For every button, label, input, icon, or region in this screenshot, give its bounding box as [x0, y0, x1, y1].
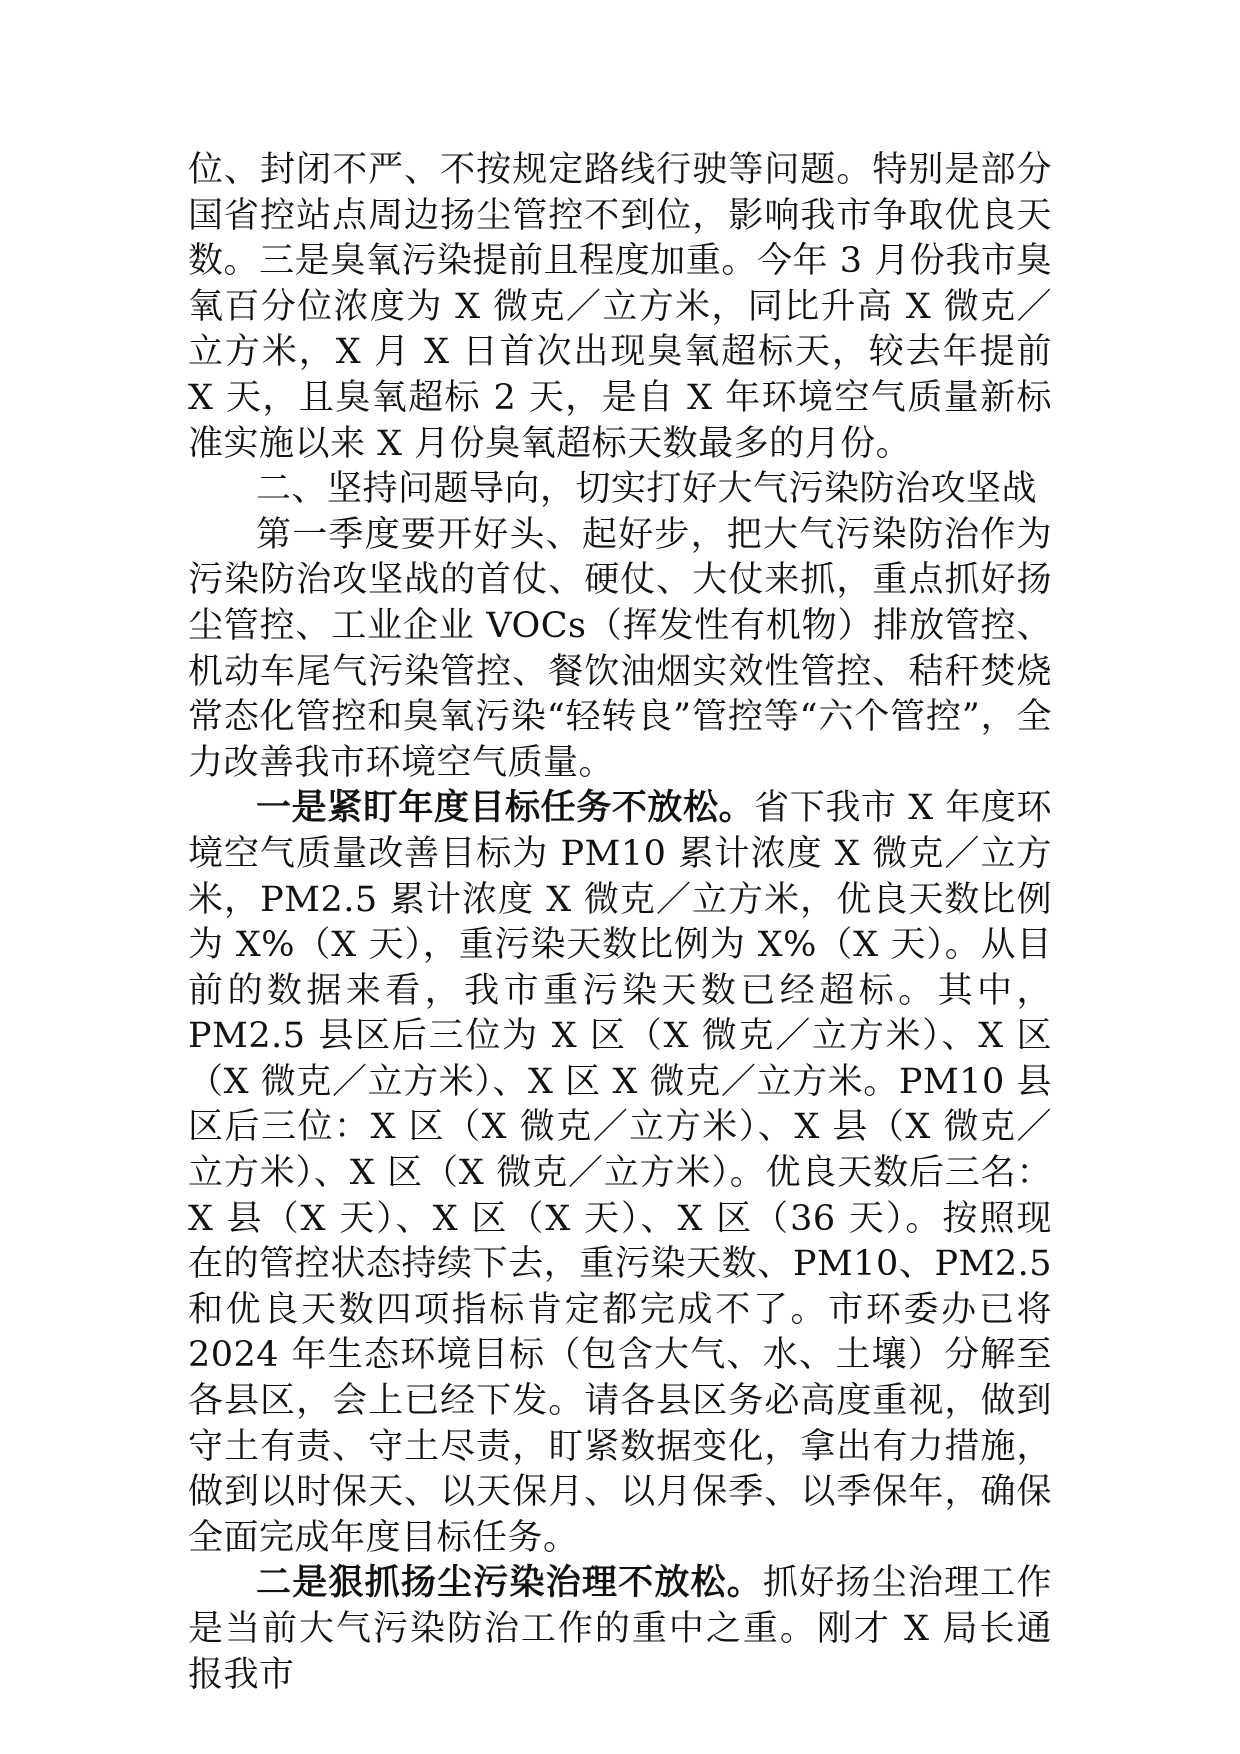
paragraph-dust-control [188, 1561, 1052, 1698]
section-heading: 二、坚持问题导向，切实打好大气污染防治攻坚战 [256, 469, 1038, 510]
document-body [188, 148, 1052, 1698]
annual-targets-body: 省下我市 X 年度环境空气质量改善目标为 PM10 累计浓度 X 微克／立方米，PM2.5 累计浓度 X 微克／立方米，优良天数比例为 X%（X 天），重污染天数比例为 X%（X 天）。从目前的数据来看，我市重污染天数已经超标。其中，PM2.5 县区后三位为 X 区（X 微克／立方米）、X 区（X 微克／立方米）、X 区 X 微克／立方米。PM10 县区后三位：X 区（X 微克／立方米）、X 县（X 微克／立方米）、X 区（X 微克／立方米）。优良天数后三名：X 县（X 天）、X 区（X 天）、X 区（36 天）。按照现在的管控状态持续下去，重污染天数、PM10、PM2.5 和优良天数四项指标肯定都完成不了。市环委办已将 2024 年生态环境目标（包含大气、水、土壤）分解至各县区，会上已经下发。请各县区务必高度重视，做到守土有责、守土尽责，盯紧数据变化，拿出有力措施，做到以时保天、以天保月、以月保季、以季保年，确保全面完成年度目标任务。 [188, 788, 1052, 1558]
dust-control-body: 抓好扬尘治理工作是当前大气污染防治工作的重中之重。刚才 X 局长通报我市 [188, 1563, 1052, 1695]
annual-targets-lead: 一是紧盯年度目标任务不放松。 [256, 788, 755, 829]
paragraph-first-quarter: 第一季度要开好头、起好步，把大气污染防治作为污染防治攻坚战的首仗、硬仗、大仗来抓，重点抓好扬尘管控、工业企业 VOCs（挥发性有机物）排放管控、机动车尾气污染管控、餐饮油烟实效性管控、秸秆焚烧常态化管控和臭氧污染“轻转良”管控等“六个管控”，全力改善我市环境空气质量。 [188, 514, 1052, 783]
paragraph-annual-targets [188, 786, 1052, 1561]
paragraph-air-quality-issues: 位、封闭不严、不按规定路线行驶等问题。特别是部分国省控站点周边扬尘管控不到位，影响我市争取优良天数。三是臭氧污染提前且程度加重。今年 3 月份我市臭氧百分位浓度为 X 微克／立方米，同比升高 X 微克／立方米，X 月 X 日首次出现臭氧超标天，较去年提前 X 天，且臭氧超标 2 天，是自 X 年环境空气质量新标准实施以来 X 月份臭氧超标天数最多的月份。 [188, 150, 1052, 464]
dust-control-lead: 二是狠抓扬尘污染治理不放松。 [256, 1563, 763, 1604]
